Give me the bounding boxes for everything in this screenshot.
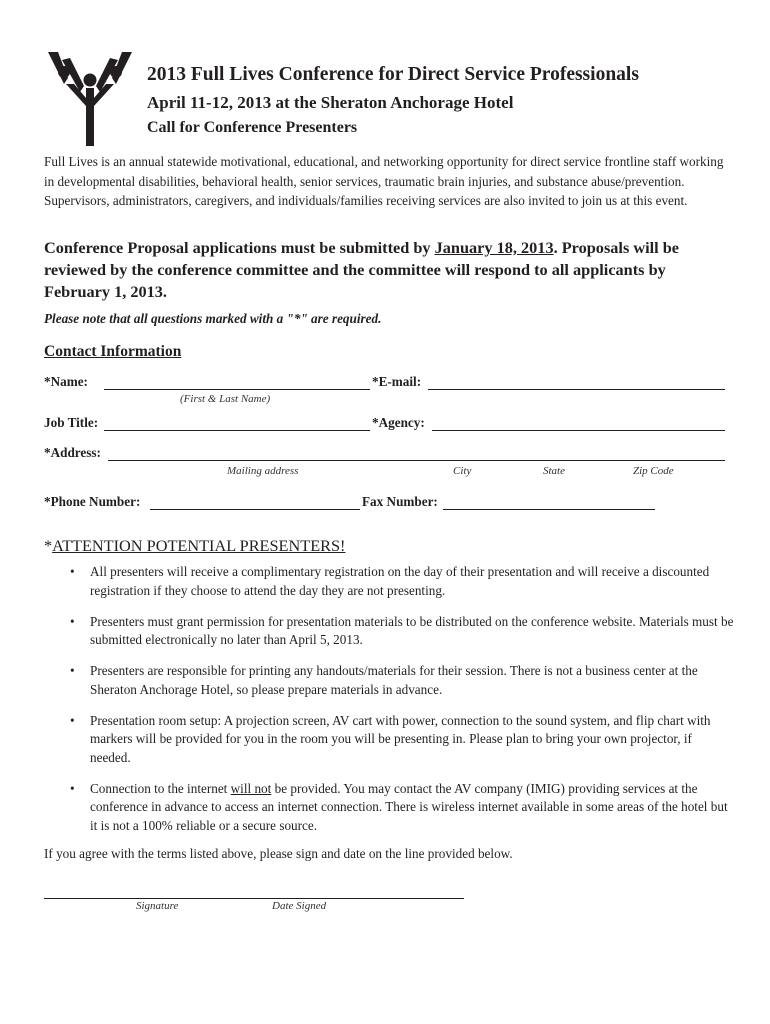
address-hint-city: City — [453, 465, 472, 477]
signature-field[interactable] — [44, 898, 464, 899]
signature-label: Signature — [136, 900, 179, 912]
name-field[interactable] — [104, 389, 370, 390]
list-item-underlined: will not — [230, 780, 272, 796]
bullet-icon: • — [70, 712, 75, 728]
attention-star: * — [44, 536, 53, 555]
date-signed-label: Date Signed — [272, 900, 327, 912]
deadline-statement — [44, 237, 734, 303]
agency-field[interactable] — [432, 430, 725, 431]
full-lives-logo-icon — [44, 50, 136, 150]
name-hint: (First & Last Name) — [180, 393, 271, 405]
form-subtitle: Call for Conference Presenters — [147, 119, 358, 136]
attention-title: ATTENTION POTENTIAL PRESENTERS! — [52, 536, 346, 555]
list-item-text: All presenters will receive a complimentary registration on the day of their presentation and will receive a discounted registration if they choose to attend the day they are not presenting. — [90, 564, 710, 598]
bullet-icon: • — [70, 564, 75, 579]
email-field[interactable] — [428, 389, 725, 390]
job-title-field[interactable] — [104, 430, 370, 431]
presenter-terms-list — [44, 563, 734, 848]
list-item — [44, 613, 734, 650]
intro-paragraph: Full Lives is an annual statewide motivational, educational, and networking opportunity for direct service frontline staff working in developmental disabilities, behavioral health, senior services, traumatic brain injuries, and substance abuse/prevention. Supervisors, administrators, caregivers, and individuals/families receiving services are also invited to join us at this event. — [44, 154, 724, 208]
name-label: *Name: — [44, 374, 88, 389]
fax-label: Fax Number: — [362, 494, 438, 509]
job-title-label: Job Title: — [44, 415, 99, 430]
bullet-icon: • — [70, 780, 75, 796]
attention-heading — [44, 536, 345, 556]
list-item-text-part1: Connection to the internet — [90, 780, 231, 796]
fax-field[interactable] — [443, 509, 655, 510]
conference-date-location: April 11-12, 2013 at the Sheraton Anchorage Hotel — [147, 93, 514, 112]
deadline-date: January 18, 2013 — [434, 238, 554, 257]
bullet-icon: • — [70, 663, 75, 678]
list-item-text: Presentation room setup: A projection screen, AV cart with power, connection to the sound system, and flip chart with markers will be provided for you in the room you will be presenting in. Please plan to bring your own projector, if needed. — [90, 712, 711, 765]
list-item — [44, 712, 734, 768]
list-item — [44, 563, 734, 600]
bullet-icon: • — [70, 613, 75, 629]
list-item-text: Presenters must grant permission for presentation materials to be distributed on the conference website. Materials must be submitted electronically no later than April 5, 2013. — [90, 613, 734, 647]
contact-section-title: Contact Information — [44, 343, 182, 360]
phone-field[interactable] — [150, 509, 360, 510]
required-note: Please note that all questions marked with a "*" are required. — [44, 311, 382, 326]
email-label: *E-mail: — [372, 374, 422, 389]
address-hint-state: State — [543, 465, 565, 477]
conference-title: 2013 Full Lives Conference for Direct Service Professionals — [147, 64, 639, 85]
address-hint-zip: Zip Code — [633, 465, 674, 477]
agreement-text: If you agree with the terms listed above, please sign and date on the line provided below. — [44, 846, 513, 861]
list-item — [44, 662, 734, 699]
list-item-text-part2: be provided. You may contact the AV company (IMIG) providing services at the conference in advance to access an internet connection. There is wireless internet available in some areas of the hotel but it is not a 100% reliable or a secure source. — [90, 780, 728, 833]
address-field[interactable] — [108, 460, 725, 461]
list-item — [44, 780, 734, 836]
address-hint-mailing: Mailing address — [227, 465, 299, 477]
agency-label: *Agency: — [372, 415, 425, 430]
phone-label: *Phone Number: — [44, 494, 141, 509]
list-item-text: Presenters are responsible for printing any handouts/materials for their session. There is not a business center at the Sheraton Anchorage Hotel, so please prepare materials in advance. — [90, 663, 698, 697]
deadline-text-part2: . Proposals will be reviewed by the conference committee and the committee will respond to all applicants by February 1, 2013. — [44, 238, 680, 301]
address-label: *Address: — [44, 445, 101, 460]
deadline-text-part1: Conference Proposal applications must be submitted by — [44, 238, 435, 257]
